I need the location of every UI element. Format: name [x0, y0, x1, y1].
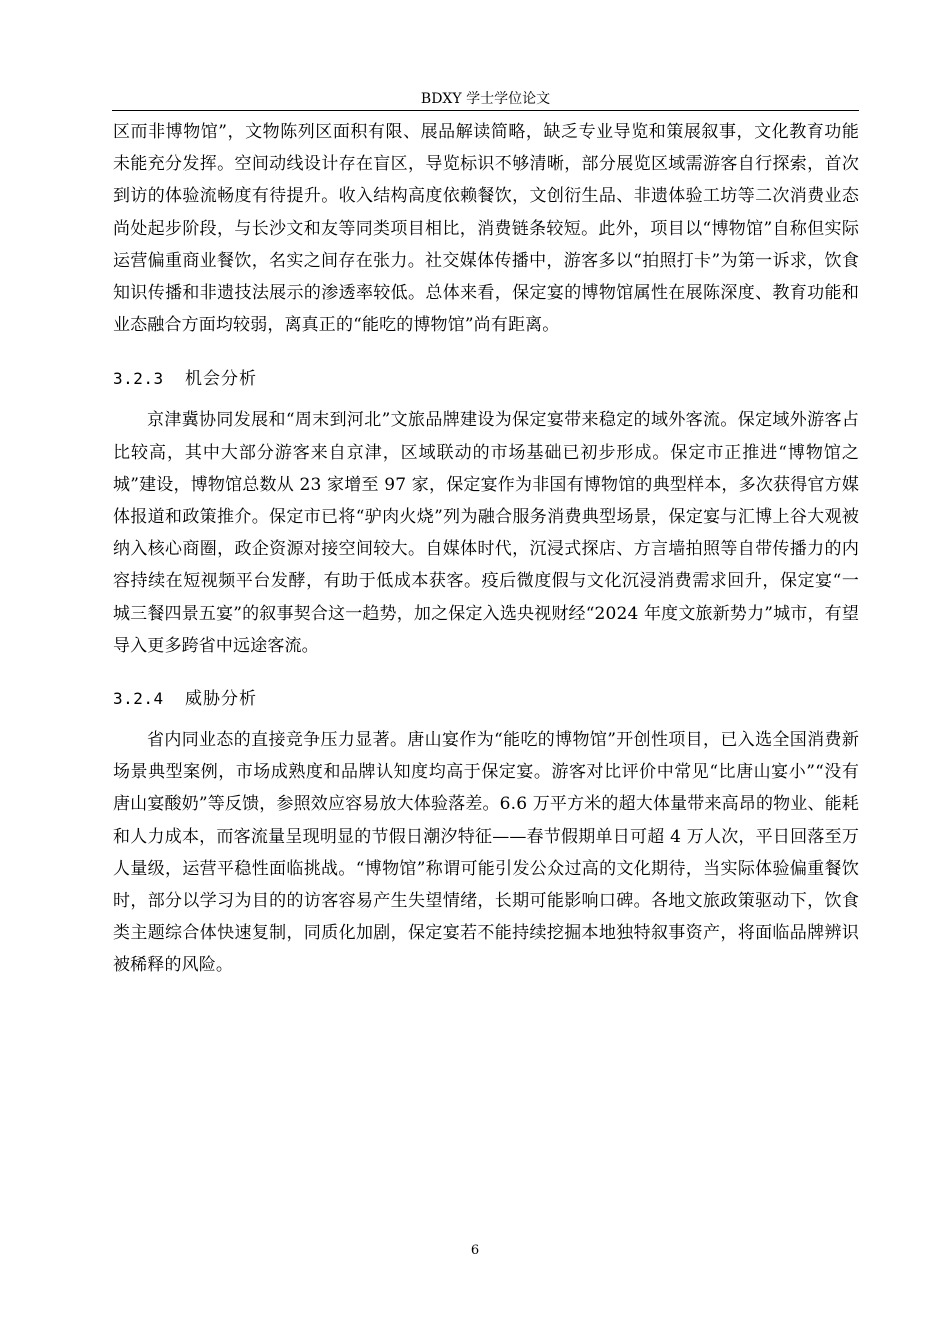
- section-heading-3-2-3: [113, 363, 859, 395]
- page-header: BDXY 学士学位论文: [420, 91, 551, 107]
- continuation-paragraph: 区而非博物馆”，文物陈列区面积有限、展品解读简略，缺乏专业导览和策展叙事，文化教育功能未能充分发挥。空间动线设计存在盲区，导览标识不够清晰，部分展览区域需游客自行探索，首次到访的体验流畅度有待提升。收入结构高度依赖餐饮，文创衍生品、非遗体验工坊等二次消费业态尚处起步阶段，与长沙文和友等同类项目相比，消费链条较短。此外，项目以“博物馆”自称但实际运营偏重商业餐饮，名实之间存在张力。社交媒体传播中，游客多以“拍照打卡”为第一诉求，饮食知识传播和非遗技法展示的渗透率较低。总体来看，保定宴的博物馆属性在展陈深度、教育功能和业态融合方面均较弱，离真正的“能吃的博物馆”尚有距离。: [113, 122, 859, 336]
- page-number: 6: [470, 1243, 480, 1258]
- section-heading-3-2-4: [113, 683, 859, 715]
- page-body: [113, 116, 859, 982]
- threat-paragraph: 省内同业态的直接竞争压力显著。唐山宴作为“能吃的博物馆”开创性项目，已入选全国消费新场景典型案例，市场成熟度和品牌认知度均高于保定宴。游客对比评价中常见“比唐山宴小”“没有唐山宴酸奶”等反馈，参照效应容易放大体验落差。6.6 万平方米的超大体量带来高昂的物业、能耗和人力成本，而客流量呈现明显的节假日潮汐特征——春节假期单日可超 4 万人次，平日回落至万人量级，运营平稳性面临挑战。“博物馆”称谓可能引发公众过高的文化期待，当实际体验偏重餐饮时，部分以学习为目的的访客容易产生失望情绪，长期可能影响口碑。各地文旅政策驱动下，饮食类主题综合体快速复制，同质化加剧，保定宴若不能持续挖掘本地独特叙事资产，将面临品牌辨识被稀释的风险。: [113, 730, 859, 976]
- section-title: 机会分析: [185, 369, 257, 390]
- section-number: 3.2.4: [113, 689, 164, 709]
- section-number: 3.2.3: [113, 369, 164, 389]
- opportunity-paragraph: 京津冀协同发展和“周末到河北”文旅品牌建设为保定宴带来稳定的域外客流。保定域外游客占比较高，其中大部分游客来自京津，区域联动的市场基础已初步形成。保定市正推进“博物馆之城”建设，博物馆总数从 23 家增至 97 家，保定宴作为非国有博物馆的典型样本，多次获得官方媒体报道和政策推介。保定市已将“驴肉火烧”列为融合服务消费典型场景，保定宴与汇博上谷大观被纳入核心商圈，政企资源对接空间较大。自媒体时代，沉浸式探店、方言墙拍照等自带传播力的内容持续在短视频平台发酵，有助于低成本获客。疫后微度假与文化沉浸消费需求回升，保定宴“一城三餐四景五宴”的叙事契合这一趋势，加之保定入选央视财经“2024 年度文旅新势力”城市，有望导入更多跨省中远途客流。: [113, 410, 859, 656]
- section-title: 威胁分析: [185, 689, 257, 710]
- header-rule: [112, 110, 859, 111]
